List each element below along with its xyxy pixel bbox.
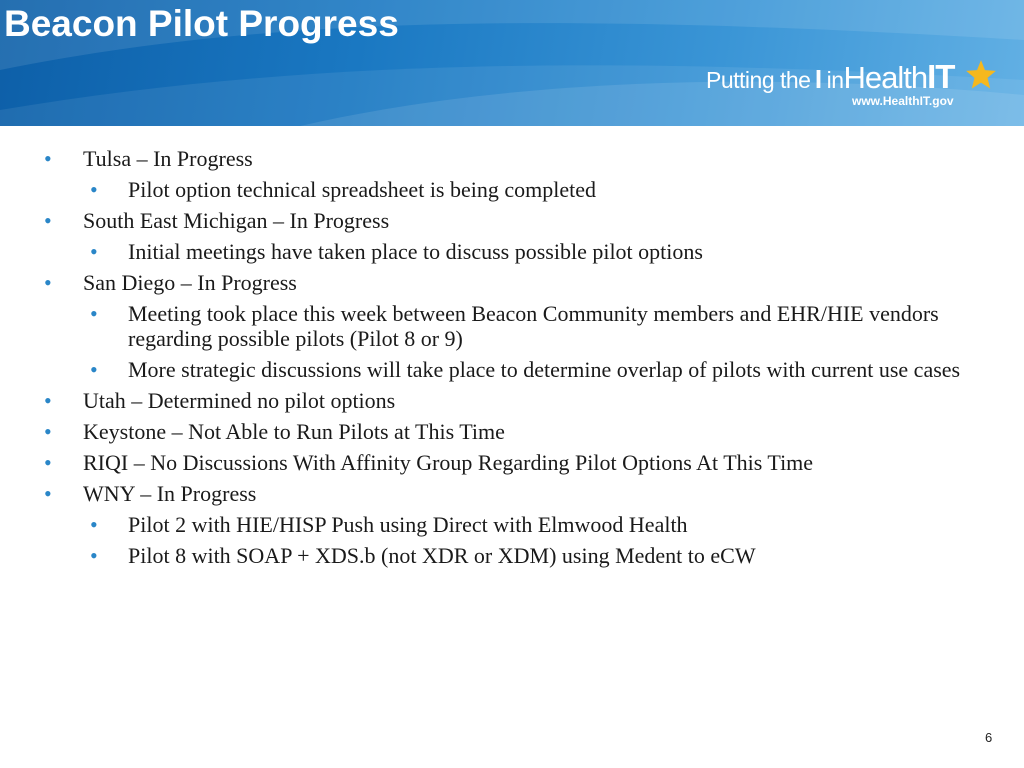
logo-text-putting-the: Putting the [706,67,811,93]
bullet-icon: • [44,208,52,233]
list-subitem: • Pilot 2 with HIE/HISP Push using Direct with Elmwood Health [90,512,688,537]
bullet-icon: • [90,512,98,537]
list-subitem: • Pilot 8 with SOAP + XDS.b (not XDR or XDM) using Medent to eCW [90,543,756,568]
bullet-icon: • [90,301,98,326]
page-title: Beacon Pilot Progress [4,3,399,44]
list-item: • RIQI – No Discussions With Affinity Group Regarding Pilot Options At This Time [44,450,814,475]
list-item: • South East Michigan – In Progress [44,208,390,233]
logo-text-it: IT [927,58,955,95]
list-item: • San Diego – In Progress [44,270,297,295]
slide-header [0,0,1024,126]
bullet-icon: • [90,357,98,382]
bullet-icon: • [90,177,98,202]
logo-text-i: I [814,64,823,94]
list-item: • WNY – In Progress [44,481,257,506]
bullet-icon: • [44,388,52,413]
list-subitem: • Pilot option technical spreadsheet is being completed [90,177,596,202]
logo-text-in: in [826,67,844,93]
page-number: 6 [985,730,993,745]
list-subitem: • Initial meetings have taken place to discuss possible pilot options [90,239,703,264]
logo-url: www.HealthIT.gov [852,94,954,108]
list-item: • Utah – Determined no pilot options [44,388,396,413]
logo-text-health: Health [843,60,928,95]
healthit-logo [706,58,1006,114]
list-subitem: • More strategic discussions will take place to determine overlap of pilots with current use cases [90,357,961,382]
bullet-icon: • [44,146,52,171]
slide-body [0,146,1024,574]
list-subitem: • Meeting took place this week between Beacon Community members and EHR/HIE vendors regarding possible pilots (Pilot 8 or 9) [90,301,939,351]
bullet-icon: • [90,543,98,568]
star-icon [964,58,998,92]
list-item: • Keystone – Not Able to Run Pilots at This Time [44,419,505,444]
bullet-list [0,146,1024,568]
bullet-icon: • [44,419,52,444]
bullet-icon: • [90,239,98,264]
bullet-icon: • [44,270,52,295]
list-item: • Tulsa – In Progress [44,146,253,171]
bullet-icon: • [44,450,52,475]
bullet-icon: • [44,481,52,506]
